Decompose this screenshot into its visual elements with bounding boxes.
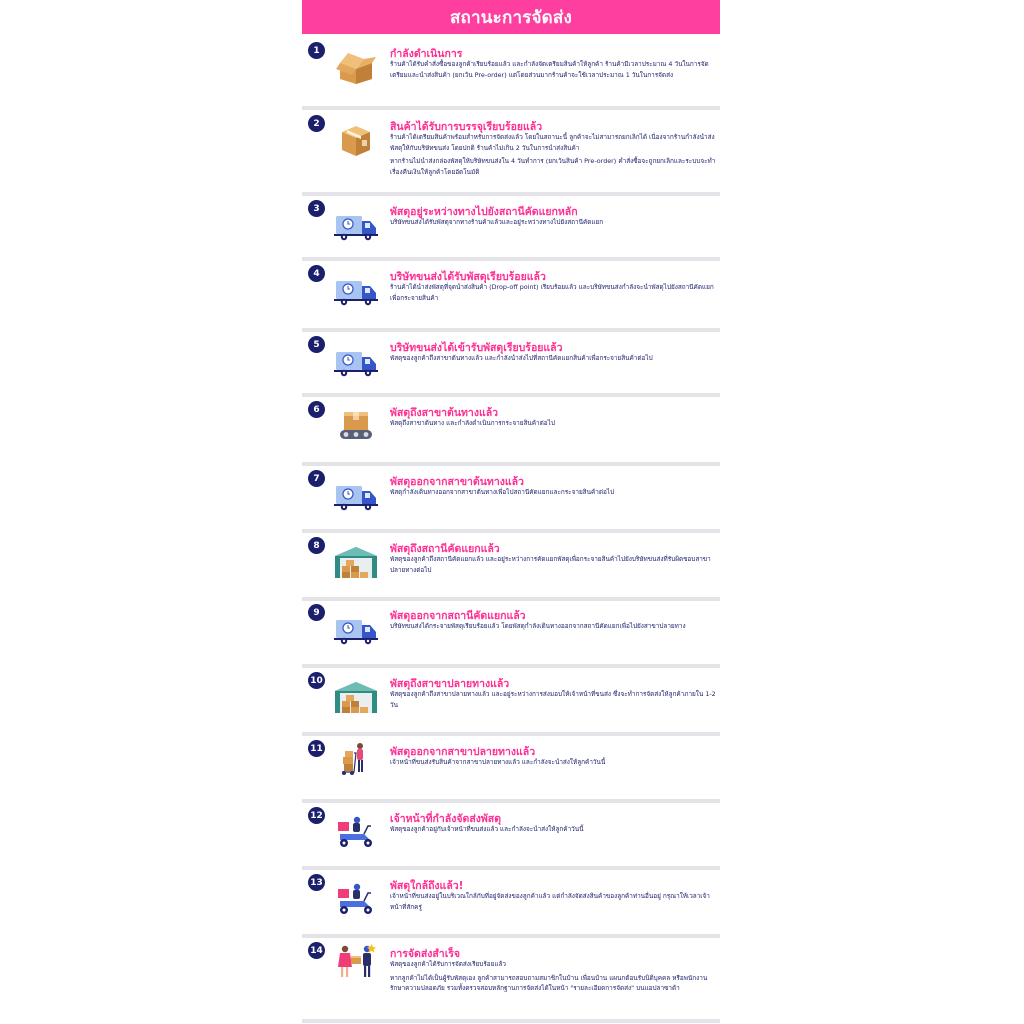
step-number-badge: 13 [308,874,325,891]
step-description [390,689,716,710]
step-description-paragraph: พัสดุของลูกค้าอยู่กับเจ้าหน้าที่ขนส่งแล้ว และกำลังจะนำส่งให้ลูกค้าวันนี้ [390,825,584,833]
step-title: เจ้าหน้าที่กำลังจัดส่งพัสดุ [390,813,502,825]
step-description [390,132,716,177]
step-description-paragraph: ร้านค้าได้นำส่งพัสดุที่จุดนำส่งสินค้า (Drop-off point) เรียบร้อยแล้ว และบริษัทขนส่งกำลังจะนำพัสดุไปยังสถานีคัดแยกเพื่อกระจายสินค้า [390,283,714,302]
warehouse-icon [334,679,378,715]
step-description [390,959,716,994]
step-divider [302,597,720,601]
step-divider [302,393,720,397]
step-title: พัสดุถึงสาขาต้นทางแล้ว [390,407,499,419]
step-description [390,282,716,303]
step-number-badge: 4 [308,265,325,282]
step-title: พัสดุออกจากสาขาต้นทางแล้ว [390,476,524,488]
step-title: สินค้าได้รับการบรรจุเรียบร้อยแล้ว [390,121,543,133]
step-number-badge: 9 [308,604,325,621]
step-description-paragraph: เจ้าหน้าที่ขนส่งรับสินค้าจากสาขาปลายทางแล้ว และกำลังจะนำส่งให้ลูกค้าวันนี้ [390,758,606,766]
step-description [390,757,716,768]
step-description-paragraph: พัสดุถึงสาขาต้นทาง และกำลังดำเนินการกระจายสินค้าต่อไป [390,419,555,427]
step-number-badge: 14 [308,942,325,959]
step-description-paragraph: บริษัทขนส่งได้รับพัสดุจากทางร้านค้าแล้วและอยู่ระหว่างทางไปยังสถานีคัดแยก [390,218,604,226]
step-title: บริษัทขนส่งได้เข้ารับพัสดุเรียบร้อยแล้ว [390,342,563,354]
step-description-paragraph: พัสดุของลูกค้าถึงสาขาปลายทางแล้ว และอยู่ระหว่างการส่งมอบให้เจ้าหน้าที่ขนส่ง ซึ่งจะทำการจัดส่งให้ลูกค้าภายใน 1-2 วัน [390,690,716,709]
delivery-truck-icon [334,272,378,308]
step-description [390,824,716,835]
handover-icon [334,943,378,979]
step-description-paragraph: หากลูกค้าไม่ได้เป็นผู้รับพัสดุเอง ลูกค้าสามารถสอบถามสมาชิกในบ้าน เพื่อนบ้าน แผนกต้อนรับนิติบุคคล หรือพนักงานรักษาความปลอดภัย รวมทั้งตรวจสอบหลักฐานการจัดส่งได้ในหน้า "รายละเอียดการจัดส่ง" บนแอปลาซาด้า [390,973,708,992]
step-number-badge: 3 [308,200,325,217]
delivery-truck-icon [334,207,378,243]
step-title: พัสดุอยู่ระหว่างทางไปยังสถานีคัดแยกหลัก [390,206,578,218]
step-title: พัสดุใกล้ถึงแล้ว! [390,880,464,892]
step-divider [302,1019,720,1023]
step-description-paragraph: เจ้าหน้าที่ขนส่งอยู่ในบริเวณใกล้กับที่อยู่จัดส่งของลูกค้าแล้ว แต่กำลังจัดส่งสินค้าของลูกค้าท่านอื่นอยู่ กรุณาให้เวลาเจ้าหน้าที่สักครู่ [390,892,710,911]
step-divider [302,462,720,466]
delivery-truck-icon [334,477,378,513]
step-divider [302,866,720,870]
step-number-badge: 5 [308,336,325,353]
step-description [390,353,716,364]
step-description-paragraph: พัสดุของลูกค้าถึงสถานีคัดแยกแล้ว และอยู่ระหว่างการคัดแยกพัสดุเพื่อกระจายสินค้าไปยังบริษัทขนส่งที่รับผิดชอบสาขาปลายทางต่อไป [390,555,711,574]
step-divider [302,934,720,938]
step-divider [302,529,720,533]
step-description-paragraph: ร้านค้าได้รับคำสั่งซื้อของลูกค้าเรียบร้อยแล้ว และกำลังจัดเตรียมสินค้าให้ลูกค้า ร้านค้ามีเวลาประมาณ 4 วันในการจัดเตรียมและนำส่งสินค้า (ยกเว้น Pre-order) แต่โดยส่วนมากร้านค้าจะใช้เวลาประมาณ 1 วันในการจัดส่ง [390,60,709,79]
scooter-courier-icon [334,881,378,917]
packed-box-icon [334,122,378,158]
step-title: พัสดุถึงสาขาปลายทางแล้ว [390,678,510,690]
step-number-badge: 8 [308,537,325,554]
step-divider [302,732,720,736]
step-divider [302,106,720,110]
step-description [390,621,716,632]
scooter-courier-icon [334,814,378,850]
step-number-badge: 2 [308,115,325,132]
step-description [390,217,716,228]
step-number-badge: 6 [308,401,325,418]
step-description-paragraph: ร้านค้าได้เตรียมสินค้าพร้อมสำหรับการจัดส่งแล้ว โดยในสถานะนี้ ลูกค้าจะไม่สามารถยกเลิกได้ เนื่องจากร้านกำลังนำส่งพัสดุให้กับบริษัทขนส่ง โดยปกติ ร้านค้าไม่เกิน 2 วันในการนำส่งสินค้า [390,133,715,152]
step-title: บริษัทขนส่งได้รับพัสดุเรียบร้อยแล้ว [390,271,546,283]
delivery-truck-icon [334,611,378,647]
page-title: สถานะการจัดส่ง [302,0,720,34]
step-number-badge: 11 [308,740,325,757]
step-divider [302,328,720,332]
step-number-badge: 7 [308,470,325,487]
conveyor-box-icon [334,408,378,444]
step-divider [302,799,720,803]
step-divider [302,664,720,668]
courier-trolley-icon [334,741,378,777]
step-description [390,554,716,575]
step-divider [302,257,720,261]
step-title: พัสดุออกจากสถานีคัดแยกแล้ว [390,610,526,622]
step-description [390,891,716,912]
step-description-paragraph: พัสดุของลูกค้าถึงสาขาต้นทางแล้ว และกำลังนำส่งไปที่สถานีคัดแยกสินค้าเพื่อกระจายสินค้าต่อไป [390,354,653,362]
step-title: การจัดส่งสำเร็จ [390,948,461,960]
step-description-paragraph: พัสดุของลูกค้าได้รับการจัดส่งเรียบร้อยแล้ว [390,960,506,968]
shipping-status-panel [302,0,720,1024]
step-description [390,487,716,498]
step-description [390,418,716,429]
warehouse-icon [334,544,378,580]
open-box-icon [334,49,378,85]
step-title: กำลังดำเนินการ [390,48,463,60]
step-description [390,59,716,80]
step-description-paragraph: พัสดุกำลังเดินทางออกจากสาขาต้นทางเพื่อไปสถานีคัดแยกและกระจายสินค้าต่อไป [390,488,615,496]
step-description-paragraph: หากร้านไม่นำส่งกล่องพัสดุให้บริษัทขนส่งใน 4 วันทำการ (ยกเว้นสินค้า Pre-order) คำสั่งซื้อจะถูกยกเลิกและระบบจะทำเรื่องคืนเงินให้ลูกค้าโดยอัตโนมัติ [390,157,716,176]
step-number-badge: 1 [308,42,325,59]
step-number-badge: 12 [308,807,325,824]
step-title: พัสดุออกจากสาขาปลายทางแล้ว [390,746,536,758]
step-number-badge: 10 [308,672,325,689]
step-title: พัสดุถึงสถานีคัดแยกแล้ว [390,543,500,555]
step-description-paragraph: บริษัทขนส่งได้กระจายพัสดุเรียบร้อยแล้ว โดยพัสดุกำลังเดินทางออกจากสถานีคัดแยกเพื่อไปยังสาขาปลายทาง [390,622,686,630]
step-divider [302,192,720,196]
delivery-truck-icon [334,343,378,379]
